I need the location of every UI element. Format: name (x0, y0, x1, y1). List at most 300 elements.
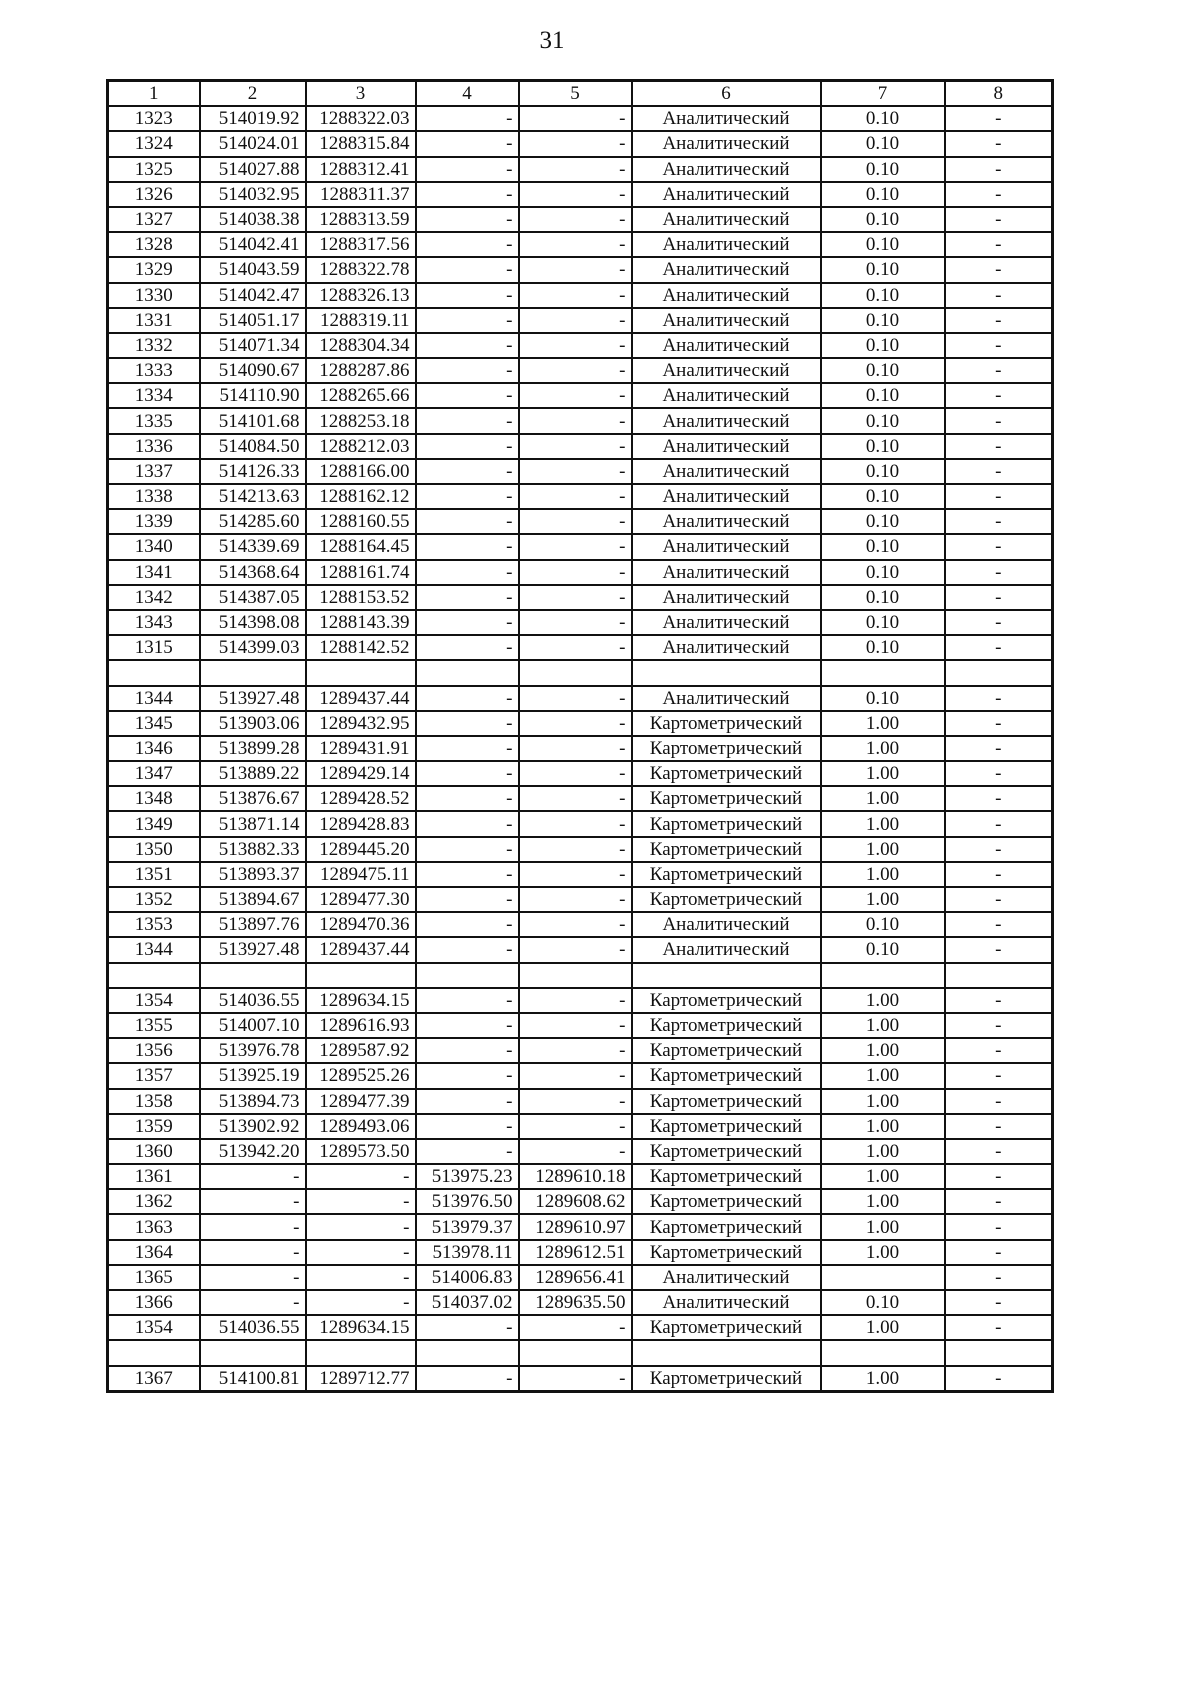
table-cell: 514032.95 (200, 182, 306, 207)
table-cell: - (416, 610, 519, 635)
table-cell: - (519, 333, 632, 358)
table-cell: - (416, 585, 519, 610)
table-cell: - (945, 333, 1053, 358)
table-cell: - (519, 761, 632, 786)
table-cell: 0.10 (821, 484, 945, 509)
table-row (108, 408, 1053, 433)
table-cell (416, 660, 519, 685)
table-cell: 1356 (108, 1038, 200, 1063)
table-row (108, 1315, 1053, 1340)
table-cell: - (945, 1038, 1053, 1063)
table-cell: 1289634.15 (306, 988, 416, 1013)
table-cell: 0.10 (821, 408, 945, 433)
table-row (108, 1265, 1053, 1290)
table-cell: - (945, 434, 1053, 459)
table-cell: 514038.38 (200, 207, 306, 232)
table-cell: - (945, 1013, 1053, 1038)
table-cell (519, 1340, 632, 1365)
table-cell: 1289525.26 (306, 1063, 416, 1088)
table-cell: 1339 (108, 509, 200, 534)
table-cell: - (416, 786, 519, 811)
column-header: 3 (306, 81, 416, 107)
table-cell: 1288161.74 (306, 560, 416, 585)
table-cell: 513894.67 (200, 887, 306, 912)
table-cell: - (519, 408, 632, 433)
table-cell: 1289477.30 (306, 887, 416, 912)
table-cell: 1.00 (821, 711, 945, 736)
table-cell: Картометрический (632, 1315, 821, 1340)
table-cell: - (416, 711, 519, 736)
table-cell: 1.00 (821, 887, 945, 912)
table-cell: Картометрический (632, 736, 821, 761)
table-cell: 1342 (108, 585, 200, 610)
table-cell: - (945, 937, 1053, 962)
table-cell: Аналитический (632, 686, 821, 711)
table-cell: - (519, 811, 632, 836)
table-cell: Картометрический (632, 811, 821, 836)
table-cell: 514110.90 (200, 383, 306, 408)
table-cell: 0.10 (821, 106, 945, 131)
table-cell: - (519, 560, 632, 585)
table-cell: 0.10 (821, 308, 945, 333)
table-cell: 1288322.03 (306, 106, 416, 131)
table-cell: - (416, 257, 519, 282)
table-cell: 1288312.41 (306, 157, 416, 182)
table-cell: 1361 (108, 1164, 200, 1189)
table-cell: 1288164.45 (306, 534, 416, 559)
table-cell: 514126.33 (200, 459, 306, 484)
column-header: 8 (945, 81, 1053, 107)
column-header: 4 (416, 81, 519, 107)
table-cell: Картометрический (632, 1089, 821, 1114)
table-row (108, 912, 1053, 937)
table-cell: 0.10 (821, 459, 945, 484)
table-cell: - (519, 937, 632, 962)
column-header: 6 (632, 81, 821, 107)
table-cell: - (416, 937, 519, 962)
table-cell: 1365 (108, 1265, 200, 1290)
table-row (108, 988, 1053, 1013)
table-cell: - (519, 1315, 632, 1340)
table-cell: - (200, 1164, 306, 1189)
table-cell: 1.00 (821, 1114, 945, 1139)
table-row (108, 686, 1053, 711)
table-cell: Картометрический (632, 1366, 821, 1392)
table-cell: - (519, 283, 632, 308)
table-cell: - (945, 509, 1053, 534)
table-cell: 513882.33 (200, 837, 306, 862)
table-cell: - (519, 1366, 632, 1392)
table-cell: 0.10 (821, 686, 945, 711)
table-row (108, 963, 1053, 988)
table-cell: 1289428.83 (306, 811, 416, 836)
table-cell: 0.10 (821, 283, 945, 308)
table-cell: 1351 (108, 862, 200, 887)
column-header: 2 (200, 81, 306, 107)
table-cell: Аналитический (632, 459, 821, 484)
table-cell: 513893.37 (200, 862, 306, 887)
table-cell: - (945, 686, 1053, 711)
column-header: 1 (108, 81, 200, 107)
table-cell: Аналитический (632, 937, 821, 962)
table-cell (306, 1340, 416, 1365)
table-cell: 1288326.13 (306, 283, 416, 308)
table-cell: 1.00 (821, 1315, 945, 1340)
table-cell: Картометрический (632, 1013, 821, 1038)
table-cell: 1354 (108, 1315, 200, 1340)
table-row (108, 1139, 1053, 1164)
table-cell: - (945, 1114, 1053, 1139)
table-cell: 514084.50 (200, 434, 306, 459)
table-cell: 1349 (108, 811, 200, 836)
table-cell: - (945, 232, 1053, 257)
table-cell: - (200, 1189, 306, 1214)
table-cell: Картометрический (632, 988, 821, 1013)
table-row (108, 232, 1053, 257)
table-cell (306, 963, 416, 988)
table-cell: - (519, 534, 632, 559)
table-cell: - (945, 157, 1053, 182)
table-cell: - (416, 887, 519, 912)
table-cell: 514285.60 (200, 509, 306, 534)
table-cell: 1.00 (821, 736, 945, 761)
table-cell: Аналитический (632, 1290, 821, 1315)
table-header-row (108, 81, 1053, 107)
table-cell (519, 963, 632, 988)
table-cell: - (519, 257, 632, 282)
table-cell (632, 660, 821, 685)
table-cell: - (416, 736, 519, 761)
table-cell: - (416, 534, 519, 559)
table-cell: 1366 (108, 1290, 200, 1315)
table-cell: 1.00 (821, 1189, 945, 1214)
table-cell: 0.10 (821, 509, 945, 534)
table-cell: 0.10 (821, 358, 945, 383)
table-cell: 1363 (108, 1214, 200, 1239)
table-row (108, 610, 1053, 635)
table-cell: - (519, 736, 632, 761)
table-cell: - (519, 1063, 632, 1088)
table-cell: 1288143.39 (306, 610, 416, 635)
table-cell: 513942.20 (200, 1139, 306, 1164)
table-cell: Картометрический (632, 862, 821, 887)
table-cell: - (416, 333, 519, 358)
table-cell: 513927.48 (200, 937, 306, 962)
table-cell: - (519, 106, 632, 131)
table-cell: 0.10 (821, 157, 945, 182)
table-row (108, 660, 1053, 685)
table-cell: - (945, 761, 1053, 786)
table-cell: - (945, 383, 1053, 408)
table-cell: 1288322.78 (306, 257, 416, 282)
table-cell: 1346 (108, 736, 200, 761)
table-cell: - (519, 459, 632, 484)
table-cell: Аналитический (632, 434, 821, 459)
table-cell: - (945, 1214, 1053, 1239)
table-cell: 513975.23 (416, 1164, 519, 1189)
table-cell: - (416, 283, 519, 308)
table-cell: Аналитический (632, 484, 821, 509)
table-cell: - (416, 1315, 519, 1340)
table-cell: Картометрический (632, 1139, 821, 1164)
table-cell: 1352 (108, 887, 200, 912)
table-cell: 1.00 (821, 761, 945, 786)
table-cell: Аналитический (632, 1265, 821, 1290)
table-cell: 0.10 (821, 333, 945, 358)
table-cell: - (416, 434, 519, 459)
table-cell: - (519, 308, 632, 333)
table-cell: - (945, 862, 1053, 887)
table-cell: 513976.50 (416, 1189, 519, 1214)
table-cell: - (200, 1265, 306, 1290)
table-cell: - (945, 308, 1053, 333)
table-cell: - (945, 283, 1053, 308)
table-cell: 513925.19 (200, 1063, 306, 1088)
table-cell: - (306, 1290, 416, 1315)
table-row (108, 1214, 1053, 1239)
table-cell (200, 963, 306, 988)
table-cell: 1288212.03 (306, 434, 416, 459)
table-cell: - (945, 988, 1053, 1013)
table-cell: Картометрический (632, 711, 821, 736)
table-cell: 1288253.18 (306, 408, 416, 433)
table-cell (945, 1340, 1053, 1365)
table-cell: Картометрический (632, 761, 821, 786)
column-header: 5 (519, 81, 632, 107)
table-row (108, 635, 1053, 660)
table-cell: Аналитический (632, 257, 821, 282)
table-cell: 1347 (108, 761, 200, 786)
table-cell: - (416, 1114, 519, 1139)
table-cell: Картометрический (632, 1114, 821, 1139)
table-cell: 1329 (108, 257, 200, 282)
table-cell: Аналитический (632, 283, 821, 308)
table-cell: 513978.11 (416, 1240, 519, 1265)
table-cell: 514101.68 (200, 408, 306, 433)
table-cell: - (416, 912, 519, 937)
table-cell: 1289712.77 (306, 1366, 416, 1392)
table-cell: Картометрический (632, 837, 821, 862)
table-cell (821, 963, 945, 988)
table-cell: - (945, 811, 1053, 836)
table-cell: 1345 (108, 711, 200, 736)
table-cell: Аналитический (632, 509, 821, 534)
coordinates-table (106, 79, 1054, 1393)
table-cell: 1289429.14 (306, 761, 416, 786)
table-cell: - (306, 1240, 416, 1265)
table-cell: 1289612.51 (519, 1240, 632, 1265)
table-cell: 1360 (108, 1139, 200, 1164)
table-row (108, 283, 1053, 308)
table-cell: - (306, 1265, 416, 1290)
table-cell: 1.00 (821, 988, 945, 1013)
table-cell: - (945, 887, 1053, 912)
table-cell (632, 963, 821, 988)
table-cell: 1289470.36 (306, 912, 416, 937)
table-cell: - (945, 711, 1053, 736)
table-cell: Картометрический (632, 1063, 821, 1088)
table-row (108, 1114, 1053, 1139)
table-cell: - (519, 711, 632, 736)
table-cell: - (416, 509, 519, 534)
table-cell: - (945, 534, 1053, 559)
table-cell: 513871.14 (200, 811, 306, 836)
table-cell: 1332 (108, 333, 200, 358)
table-cell: 514042.47 (200, 283, 306, 308)
table-row (108, 182, 1053, 207)
table-cell: Картометрический (632, 1189, 821, 1214)
table-cell: 513899.28 (200, 736, 306, 761)
table-cell: - (416, 408, 519, 433)
table-cell: 514036.55 (200, 1315, 306, 1340)
table-cell: - (945, 1265, 1053, 1290)
table-row (108, 786, 1053, 811)
table-cell: - (416, 484, 519, 509)
table-cell: - (945, 257, 1053, 282)
table-cell: Картометрический (632, 1038, 821, 1063)
table-cell: - (519, 887, 632, 912)
table-cell (306, 660, 416, 685)
table-cell: - (200, 1290, 306, 1315)
table-cell: 514398.08 (200, 610, 306, 635)
table-cell: 1289431.91 (306, 736, 416, 761)
table-row (108, 887, 1053, 912)
table-cell: Картометрический (632, 1214, 821, 1239)
table-cell: 1367 (108, 1366, 200, 1392)
table-cell: 1288313.59 (306, 207, 416, 232)
table-cell: 1340 (108, 534, 200, 559)
table-cell: 0.10 (821, 131, 945, 156)
table-row (108, 585, 1053, 610)
table-cell: 1353 (108, 912, 200, 937)
table-cell: - (416, 207, 519, 232)
table-cell: 514100.81 (200, 1366, 306, 1392)
table-row (108, 1366, 1053, 1392)
table-cell: 1289437.44 (306, 686, 416, 711)
table-cell: 1335 (108, 408, 200, 433)
table-cell: 1.00 (821, 1214, 945, 1239)
table-cell: 1289610.18 (519, 1164, 632, 1189)
table-row (108, 257, 1053, 282)
table-cell: 1289616.93 (306, 1013, 416, 1038)
table-cell: - (945, 635, 1053, 660)
table-row (108, 333, 1053, 358)
table-cell: 1.00 (821, 862, 945, 887)
table-cell: 1333 (108, 358, 200, 383)
table-row (108, 560, 1053, 585)
table-cell: - (945, 1139, 1053, 1164)
table-cell: 0.10 (821, 383, 945, 408)
table-cell: - (416, 686, 519, 711)
table-cell (108, 1340, 200, 1365)
table-cell: 514027.88 (200, 157, 306, 182)
table-cell: 1344 (108, 937, 200, 962)
table-cell: 1288315.84 (306, 131, 416, 156)
table-cell: Аналитический (632, 383, 821, 408)
table-cell: 1341 (108, 560, 200, 585)
table-cell: Аналитический (632, 534, 821, 559)
table-cell: 1289587.92 (306, 1038, 416, 1063)
table-cell: Аналитический (632, 106, 821, 131)
table-cell: 1.00 (821, 1139, 945, 1164)
table-row (108, 459, 1053, 484)
table-cell: - (945, 182, 1053, 207)
table-cell: 0.10 (821, 182, 945, 207)
table-cell: 1350 (108, 837, 200, 862)
table-row (108, 811, 1053, 836)
table-cell: - (945, 1089, 1053, 1114)
table-cell: Аналитический (632, 131, 821, 156)
table-cell: - (416, 182, 519, 207)
table-cell: 514006.83 (416, 1265, 519, 1290)
table-cell: 514036.55 (200, 988, 306, 1013)
table-cell: 514007.10 (200, 1013, 306, 1038)
table-cell: - (200, 1214, 306, 1239)
table-cell: 1323 (108, 106, 200, 131)
table-cell: - (416, 106, 519, 131)
table-cell: - (945, 610, 1053, 635)
table-cell: 514043.59 (200, 257, 306, 282)
table-cell: - (416, 383, 519, 408)
table-cell: 1289608.62 (519, 1189, 632, 1214)
table-cell: 0.10 (821, 635, 945, 660)
table-cell: - (945, 736, 1053, 761)
table-cell: 1330 (108, 283, 200, 308)
table-cell: 513889.22 (200, 761, 306, 786)
table-cell: - (519, 131, 632, 156)
table-row (108, 937, 1053, 962)
table-cell: 1354 (108, 988, 200, 1013)
table-cell: - (416, 560, 519, 585)
table-cell: 514042.41 (200, 232, 306, 257)
table-cell: 0.10 (821, 434, 945, 459)
table-cell: Аналитический (632, 635, 821, 660)
table-cell: - (519, 1038, 632, 1063)
table-cell: 1288319.11 (306, 308, 416, 333)
table-row (108, 358, 1053, 383)
table-cell: 1.00 (821, 1038, 945, 1063)
table-cell: - (945, 207, 1053, 232)
table-cell: - (945, 585, 1053, 610)
table-cell: 514387.05 (200, 585, 306, 610)
table-cell: 1288317.56 (306, 232, 416, 257)
table-cell: Аналитический (632, 333, 821, 358)
table-cell (821, 1265, 945, 1290)
table-cell: 1.00 (821, 1013, 945, 1038)
table-cell: 1357 (108, 1063, 200, 1088)
table-row (108, 1290, 1053, 1315)
table-row (108, 1240, 1053, 1265)
table-cell: - (416, 157, 519, 182)
table-cell: - (519, 585, 632, 610)
table-row (108, 308, 1053, 333)
table-cell: - (416, 232, 519, 257)
table-cell: 514399.03 (200, 635, 306, 660)
table-cell: 0.10 (821, 1290, 945, 1315)
table-cell: 1289437.44 (306, 937, 416, 962)
table-cell: 1325 (108, 157, 200, 182)
table-cell: Картометрический (632, 786, 821, 811)
table-cell: 1289634.15 (306, 1315, 416, 1340)
table-cell: Аналитический (632, 912, 821, 937)
table-cell: 1338 (108, 484, 200, 509)
table-cell: - (519, 837, 632, 862)
table-cell: - (945, 560, 1053, 585)
column-header: 7 (821, 81, 945, 107)
table-cell: 0.10 (821, 257, 945, 282)
table-cell: Картометрический (632, 887, 821, 912)
table-row (108, 484, 1053, 509)
